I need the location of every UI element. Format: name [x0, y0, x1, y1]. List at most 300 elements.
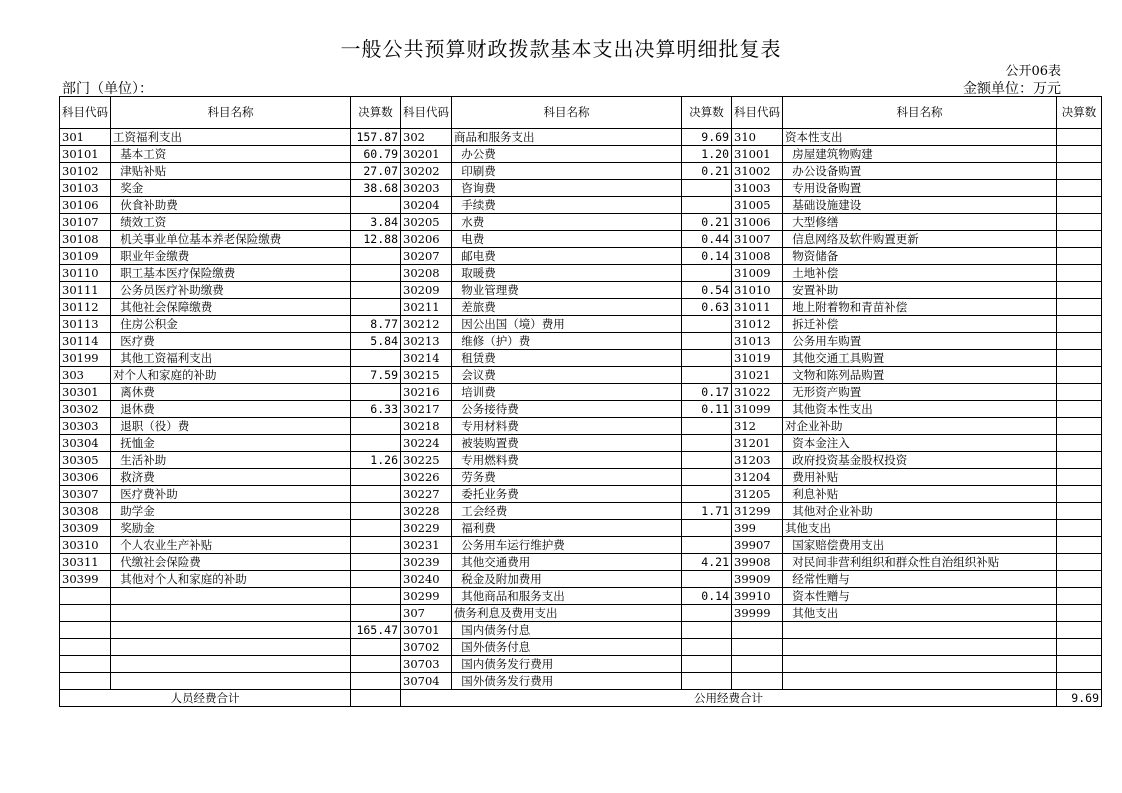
cell-amount-2: [682, 656, 732, 673]
cell-name-2: 商品和服务支出: [452, 129, 682, 146]
cell-amount-3: [1057, 248, 1102, 265]
cell-code-1: 30307: [60, 486, 111, 503]
cell-amount-1: [351, 469, 401, 486]
cell-amount-2: 0.14: [682, 588, 732, 605]
cell-name-3: [783, 656, 1057, 673]
cell-name-3: 经常性赠与: [783, 571, 1057, 588]
cell-code-2: 30240: [401, 571, 452, 588]
cell-name-3: 安置补助: [783, 282, 1057, 299]
expenditure-table: [59, 96, 1102, 707]
cell-code-1: [60, 622, 111, 639]
cell-amount-2: [682, 418, 732, 435]
cell-code-1: 30112: [60, 299, 111, 316]
cell-name-2: 国内债务发行费用: [452, 656, 682, 673]
cell-code-1: 30114: [60, 333, 111, 350]
cell-amount-1: [351, 605, 401, 622]
cell-amount-1: [351, 299, 401, 316]
cell-amount-1: [351, 248, 401, 265]
cell-amount-2: 1.20: [682, 146, 732, 163]
cell-amount-3: [1057, 605, 1102, 622]
header-amount-2: 决算数: [682, 97, 732, 129]
cell-code-2: 30203: [401, 180, 452, 197]
cell-amount-2: 0.21: [682, 163, 732, 180]
cell-code-1: 30310: [60, 537, 111, 554]
cell-amount-3: [1057, 197, 1102, 214]
unit-label: 金额单位：万元: [963, 81, 1061, 97]
table-row: [60, 588, 1102, 605]
cell-name-3: [783, 622, 1057, 639]
cell-code-1: 30306: [60, 469, 111, 486]
cell-code-1: 30311: [60, 554, 111, 571]
cell-code-3: 31012: [732, 316, 783, 333]
table-row: [60, 469, 1102, 486]
cell-code-3: [732, 673, 783, 690]
cell-code-3: [732, 656, 783, 673]
cell-name-2: 手续费: [452, 197, 682, 214]
cell-code-1: 30199: [60, 350, 111, 367]
cell-code-1: 301: [60, 129, 111, 146]
cell-code-3: [732, 639, 783, 656]
cell-name-3: 信息网络及软件购置更新: [783, 231, 1057, 248]
cell-name-3: 公务用车购置: [783, 333, 1057, 350]
cell-code-3: 31001: [732, 146, 783, 163]
cell-name-1: 生活补助: [111, 452, 351, 469]
cell-amount-2: [682, 197, 732, 214]
cell-amount-1: [351, 503, 401, 520]
cell-amount-3: [1057, 639, 1102, 656]
cell-name-3: 其他资本性支出: [783, 401, 1057, 418]
table-row: [60, 333, 1102, 350]
cell-amount-1: 6.33: [351, 401, 401, 418]
cell-amount-1: [351, 350, 401, 367]
cell-amount-3: [1057, 350, 1102, 367]
cell-code-2: 30207: [401, 248, 452, 265]
cell-code-2: 302: [401, 129, 452, 146]
cell-code-3: 31011: [732, 299, 783, 316]
cell-name-3: 利息补贴: [783, 486, 1057, 503]
cell-amount-3: [1057, 673, 1102, 690]
cell-amount-2: 0.14: [682, 248, 732, 265]
cell-name-2: 水费: [452, 214, 682, 231]
cell-code-3: 31021: [732, 367, 783, 384]
table-row: [60, 299, 1102, 316]
cell-name-2: 租赁费: [452, 350, 682, 367]
cell-amount-1: [351, 197, 401, 214]
cell-code-3: 312: [732, 418, 783, 435]
cell-code-1: 30107: [60, 214, 111, 231]
cell-name-3: 其他交通工具购置: [783, 350, 1057, 367]
cell-amount-2: [682, 605, 732, 622]
cell-name-3: 资本金注入: [783, 435, 1057, 452]
cell-amount-1: [351, 537, 401, 554]
cell-name-1: 奖励金: [111, 520, 351, 537]
header-name-1: 科目名称: [111, 97, 351, 129]
cell-name-1: [111, 639, 351, 656]
cell-code-2: 30299: [401, 588, 452, 605]
cell-code-1: 30102: [60, 163, 111, 180]
cell-code-2: 30703: [401, 656, 452, 673]
cell-code-2: 30202: [401, 163, 452, 180]
table-row: [60, 554, 1102, 571]
personnel-total-value: [351, 690, 401, 707]
cell-code-1: [60, 656, 111, 673]
cell-name-1: 对个人和家庭的补助: [111, 367, 351, 384]
cell-name-3: 资本性赠与: [783, 588, 1057, 605]
cell-name-2: 咨询费: [452, 180, 682, 197]
cell-code-2: 30213: [401, 333, 452, 350]
cell-code-2: 30208: [401, 265, 452, 282]
cell-code-2: 30206: [401, 231, 452, 248]
cell-amount-2: [682, 435, 732, 452]
table-row: [60, 673, 1102, 690]
cell-name-3: 无形资产购置: [783, 384, 1057, 401]
table-row: [60, 401, 1102, 418]
cell-amount-1: 60.79: [351, 146, 401, 163]
cell-code-1: 30302: [60, 401, 111, 418]
cell-name-3: 其他对企业补助: [783, 503, 1057, 520]
table-row: [60, 231, 1102, 248]
cell-name-2: 其他商品和服务支出: [452, 588, 682, 605]
cell-name-2: 债务利息及费用支出: [452, 605, 682, 622]
cell-amount-1: 3.84: [351, 214, 401, 231]
cell-amount-2: [682, 537, 732, 554]
cell-name-3: 其他支出: [783, 520, 1057, 537]
cell-amount-2: [682, 316, 732, 333]
cell-name-2: 劳务费: [452, 469, 682, 486]
cell-name-3: 国家赔偿费用支出: [783, 537, 1057, 554]
cell-code-2: 30214: [401, 350, 452, 367]
cell-name-3: 对企业补助: [783, 418, 1057, 435]
cell-amount-2: [682, 622, 732, 639]
cell-amount-3: [1057, 333, 1102, 350]
cell-name-3: 基础设施建设: [783, 197, 1057, 214]
cell-name-2: 国外债务发行费用: [452, 673, 682, 690]
cell-amount-3: [1057, 435, 1102, 452]
cell-amount-1: 12.88: [351, 231, 401, 248]
header-name-2: 科目名称: [452, 97, 682, 129]
table-row: [60, 146, 1102, 163]
cell-name-2: 被装购置费: [452, 435, 682, 452]
table-row: [60, 265, 1102, 282]
cell-code-2: 30701: [401, 622, 452, 639]
cell-code-1: 30301: [60, 384, 111, 401]
cell-amount-2: [682, 367, 732, 384]
cell-name-3: 大型修缮: [783, 214, 1057, 231]
cell-name-2: 物业管理费: [452, 282, 682, 299]
cell-name-1: 职业年金缴费: [111, 248, 351, 265]
table-row: [60, 656, 1102, 673]
header-code-1: 科目代码: [60, 97, 111, 129]
cell-code-2: 30228: [401, 503, 452, 520]
cell-amount-3: [1057, 622, 1102, 639]
cell-code-3: 31007: [732, 231, 783, 248]
cell-code-2: 30231: [401, 537, 452, 554]
cell-name-1: [111, 656, 351, 673]
cell-code-2: 30702: [401, 639, 452, 656]
cell-name-1: [111, 622, 351, 639]
cell-name-1: 其他社会保障缴费: [111, 299, 351, 316]
cell-name-2: 公务用车运行维护费: [452, 537, 682, 554]
cell-code-3: 31204: [732, 469, 783, 486]
cell-amount-1: [351, 656, 401, 673]
table-row: [60, 367, 1102, 384]
cell-code-2: 30209: [401, 282, 452, 299]
cell-amount-1: [351, 265, 401, 282]
public-total-value: 9.69: [1057, 690, 1102, 707]
header-amount-1: 决算数: [351, 97, 401, 129]
cell-code-1: [60, 673, 111, 690]
cell-amount-3: [1057, 129, 1102, 146]
cell-amount-1: 165.47: [351, 622, 401, 639]
cell-amount-3: [1057, 316, 1102, 333]
cell-name-2: 电费: [452, 231, 682, 248]
cell-name-3: 文物和陈列品购置: [783, 367, 1057, 384]
cell-name-1: 职工基本医疗保险缴费: [111, 265, 351, 282]
cell-amount-1: [351, 282, 401, 299]
cell-amount-3: [1057, 452, 1102, 469]
cell-code-3: 39999: [732, 605, 783, 622]
table-row: [60, 316, 1102, 333]
cell-amount-2: [682, 469, 732, 486]
cell-code-1: 303: [60, 367, 111, 384]
cell-amount-1: [351, 435, 401, 452]
cell-name-1: 救济费: [111, 469, 351, 486]
cell-amount-1: [351, 673, 401, 690]
cell-name-2: 其他交通费用: [452, 554, 682, 571]
cell-code-2: 30226: [401, 469, 452, 486]
cell-amount-2: 4.21: [682, 554, 732, 571]
cell-code-2: 30205: [401, 214, 452, 231]
cell-name-2: 办公费: [452, 146, 682, 163]
page-title: 一般公共预算财政拨款基本支出决算明细批复表: [340, 37, 782, 61]
cell-name-1: 奖金: [111, 180, 351, 197]
cell-name-1: [111, 605, 351, 622]
cell-code-2: 30204: [401, 197, 452, 214]
cell-code-3: 31006: [732, 214, 783, 231]
cell-code-3: 31005: [732, 197, 783, 214]
cell-name-2: 委托业务费: [452, 486, 682, 503]
cell-amount-3: [1057, 418, 1102, 435]
form-number: 公开06表: [1005, 64, 1061, 79]
table-row: [60, 503, 1102, 520]
cell-name-3: [783, 639, 1057, 656]
cell-amount-1: [351, 554, 401, 571]
cell-code-2: 30225: [401, 452, 452, 469]
cell-name-2: 印刷费: [452, 163, 682, 180]
cell-name-2: 工会经费: [452, 503, 682, 520]
cell-name-1: 退休费: [111, 401, 351, 418]
cell-name-2: 取暖费: [452, 265, 682, 282]
cell-name-3: 专用设备购置: [783, 180, 1057, 197]
cell-amount-1: 5.84: [351, 333, 401, 350]
cell-code-2: 30212: [401, 316, 452, 333]
cell-amount-1: [351, 520, 401, 537]
cell-code-1: 30399: [60, 571, 111, 588]
cell-code-3: 31013: [732, 333, 783, 350]
cell-amount-3: [1057, 554, 1102, 571]
table-row: [60, 486, 1102, 503]
table-row: [60, 180, 1102, 197]
cell-amount-3: [1057, 282, 1102, 299]
cell-code-1: 30113: [60, 316, 111, 333]
cell-amount-2: 9.69: [682, 129, 732, 146]
cell-name-1: 其他工资福利支出: [111, 350, 351, 367]
table-row: [60, 350, 1102, 367]
header-row: [60, 97, 1102, 129]
cell-name-1: 助学金: [111, 503, 351, 520]
cell-name-1: 抚恤金: [111, 435, 351, 452]
footer-row: [60, 690, 1102, 707]
cell-amount-1: [351, 384, 401, 401]
table-row: [60, 129, 1102, 146]
cell-amount-3: [1057, 486, 1102, 503]
cell-amount-1: 27.07: [351, 163, 401, 180]
table-row: [60, 605, 1102, 622]
cell-code-3: 39909: [732, 571, 783, 588]
cell-code-2: 30216: [401, 384, 452, 401]
cell-name-1: 退职（役）费: [111, 418, 351, 435]
cell-amount-2: 0.63: [682, 299, 732, 316]
cell-name-2: 会议费: [452, 367, 682, 384]
cell-code-2: 30224: [401, 435, 452, 452]
cell-name-1: 机关事业单位基本养老保险缴费: [111, 231, 351, 248]
table-row: [60, 248, 1102, 265]
cell-name-1: 个人农业生产补贴: [111, 537, 351, 554]
cell-name-2: 公务接待费: [452, 401, 682, 418]
cell-name-1: 公务员医疗补助缴费: [111, 282, 351, 299]
personnel-total-label: 人员经费合计: [60, 690, 351, 707]
cell-code-1: 30108: [60, 231, 111, 248]
cell-name-1: 绩效工资: [111, 214, 351, 231]
cell-amount-2: [682, 639, 732, 656]
cell-code-2: 30218: [401, 418, 452, 435]
cell-code-1: 30101: [60, 146, 111, 163]
cell-amount-3: [1057, 537, 1102, 554]
cell-code-3: [732, 622, 783, 639]
cell-name-3: 地上附着物和青苗补偿: [783, 299, 1057, 316]
cell-name-1: [111, 588, 351, 605]
cell-code-3: 39908: [732, 554, 783, 571]
cell-amount-1: [351, 418, 401, 435]
cell-amount-3: [1057, 180, 1102, 197]
cell-name-1: 基本工资: [111, 146, 351, 163]
cell-amount-1: [351, 588, 401, 605]
cell-name-3: 房屋建筑物购建: [783, 146, 1057, 163]
cell-code-1: 30106: [60, 197, 111, 214]
cell-amount-3: [1057, 503, 1102, 520]
cell-name-3: 资本性支出: [783, 129, 1057, 146]
cell-amount-2: 0.17: [682, 384, 732, 401]
cell-amount-1: [351, 486, 401, 503]
cell-name-2: 专用燃料费: [452, 452, 682, 469]
cell-amount-2: [682, 333, 732, 350]
cell-name-3: 对民间非营利组织和群众性自治组织补贴: [783, 554, 1057, 571]
table-row: [60, 282, 1102, 299]
cell-name-2: 邮电费: [452, 248, 682, 265]
cell-code-1: 30309: [60, 520, 111, 537]
cell-name-3: 费用补贴: [783, 469, 1057, 486]
cell-name-2: 维修（护）费: [452, 333, 682, 350]
table-row: [60, 452, 1102, 469]
table-row: [60, 163, 1102, 180]
cell-name-3: 办公设备购置: [783, 163, 1057, 180]
cell-amount-3: [1057, 469, 1102, 486]
table-row: [60, 571, 1102, 588]
cell-code-1: [60, 605, 111, 622]
cell-amount-2: [682, 486, 732, 503]
cell-code-2: 30215: [401, 367, 452, 384]
cell-amount-3: [1057, 367, 1102, 384]
cell-code-2: 30239: [401, 554, 452, 571]
cell-code-1: 30111: [60, 282, 111, 299]
cell-amount-2: [682, 265, 732, 282]
cell-amount-2: [682, 571, 732, 588]
cell-name-3: 物资储备: [783, 248, 1057, 265]
cell-code-3: 31019: [732, 350, 783, 367]
cell-name-3: 政府投资基金股权投资: [783, 452, 1057, 469]
cell-code-2: 30229: [401, 520, 452, 537]
table-body: [60, 97, 1102, 690]
cell-name-1: 住房公积金: [111, 316, 351, 333]
cell-code-2: 30704: [401, 673, 452, 690]
cell-code-2: 307: [401, 605, 452, 622]
cell-amount-3: [1057, 401, 1102, 418]
cell-amount-1: 8.77: [351, 316, 401, 333]
cell-code-1: 30304: [60, 435, 111, 452]
cell-amount-2: [682, 452, 732, 469]
cell-name-3: [783, 673, 1057, 690]
cell-amount-1: 7.59: [351, 367, 401, 384]
cell-code-3: 310: [732, 129, 783, 146]
table-row: [60, 418, 1102, 435]
cell-amount-3: [1057, 384, 1102, 401]
cell-code-3: 31022: [732, 384, 783, 401]
cell-name-2: 福利费: [452, 520, 682, 537]
cell-code-3: 31009: [732, 265, 783, 282]
department-label: 部门（单位）：: [62, 81, 153, 97]
table-row: [60, 622, 1102, 639]
cell-amount-3: [1057, 299, 1102, 316]
cell-code-1: 30109: [60, 248, 111, 265]
cell-code-3: 31010: [732, 282, 783, 299]
cell-name-1: 工资福利支出: [111, 129, 351, 146]
cell-name-3: 其他支出: [783, 605, 1057, 622]
cell-amount-3: [1057, 214, 1102, 231]
cell-code-3: 31003: [732, 180, 783, 197]
cell-code-1: [60, 588, 111, 605]
cell-code-3: 31008: [732, 248, 783, 265]
cell-name-3: 土地补偿: [783, 265, 1057, 282]
cell-code-2: 30217: [401, 401, 452, 418]
cell-amount-3: [1057, 656, 1102, 673]
header-amount-3: 决算数: [1057, 97, 1102, 129]
cell-amount-2: [682, 673, 732, 690]
cell-name-1: 津贴补贴: [111, 163, 351, 180]
header-code-2: 科目代码: [401, 97, 452, 129]
table-row: [60, 520, 1102, 537]
table-row: [60, 384, 1102, 401]
public-total-label: 公用经费合计: [401, 690, 1057, 707]
cell-amount-3: [1057, 146, 1102, 163]
cell-name-1: 代缴社会保险费: [111, 554, 351, 571]
cell-amount-1: 157.87: [351, 129, 401, 146]
cell-code-3: 31002: [732, 163, 783, 180]
header-code-3: 科目代码: [732, 97, 783, 129]
cell-amount-2: 1.71: [682, 503, 732, 520]
cell-name-2: 税金及附加费用: [452, 571, 682, 588]
cell-name-1: 医疗费补助: [111, 486, 351, 503]
cell-amount-1: [351, 639, 401, 656]
